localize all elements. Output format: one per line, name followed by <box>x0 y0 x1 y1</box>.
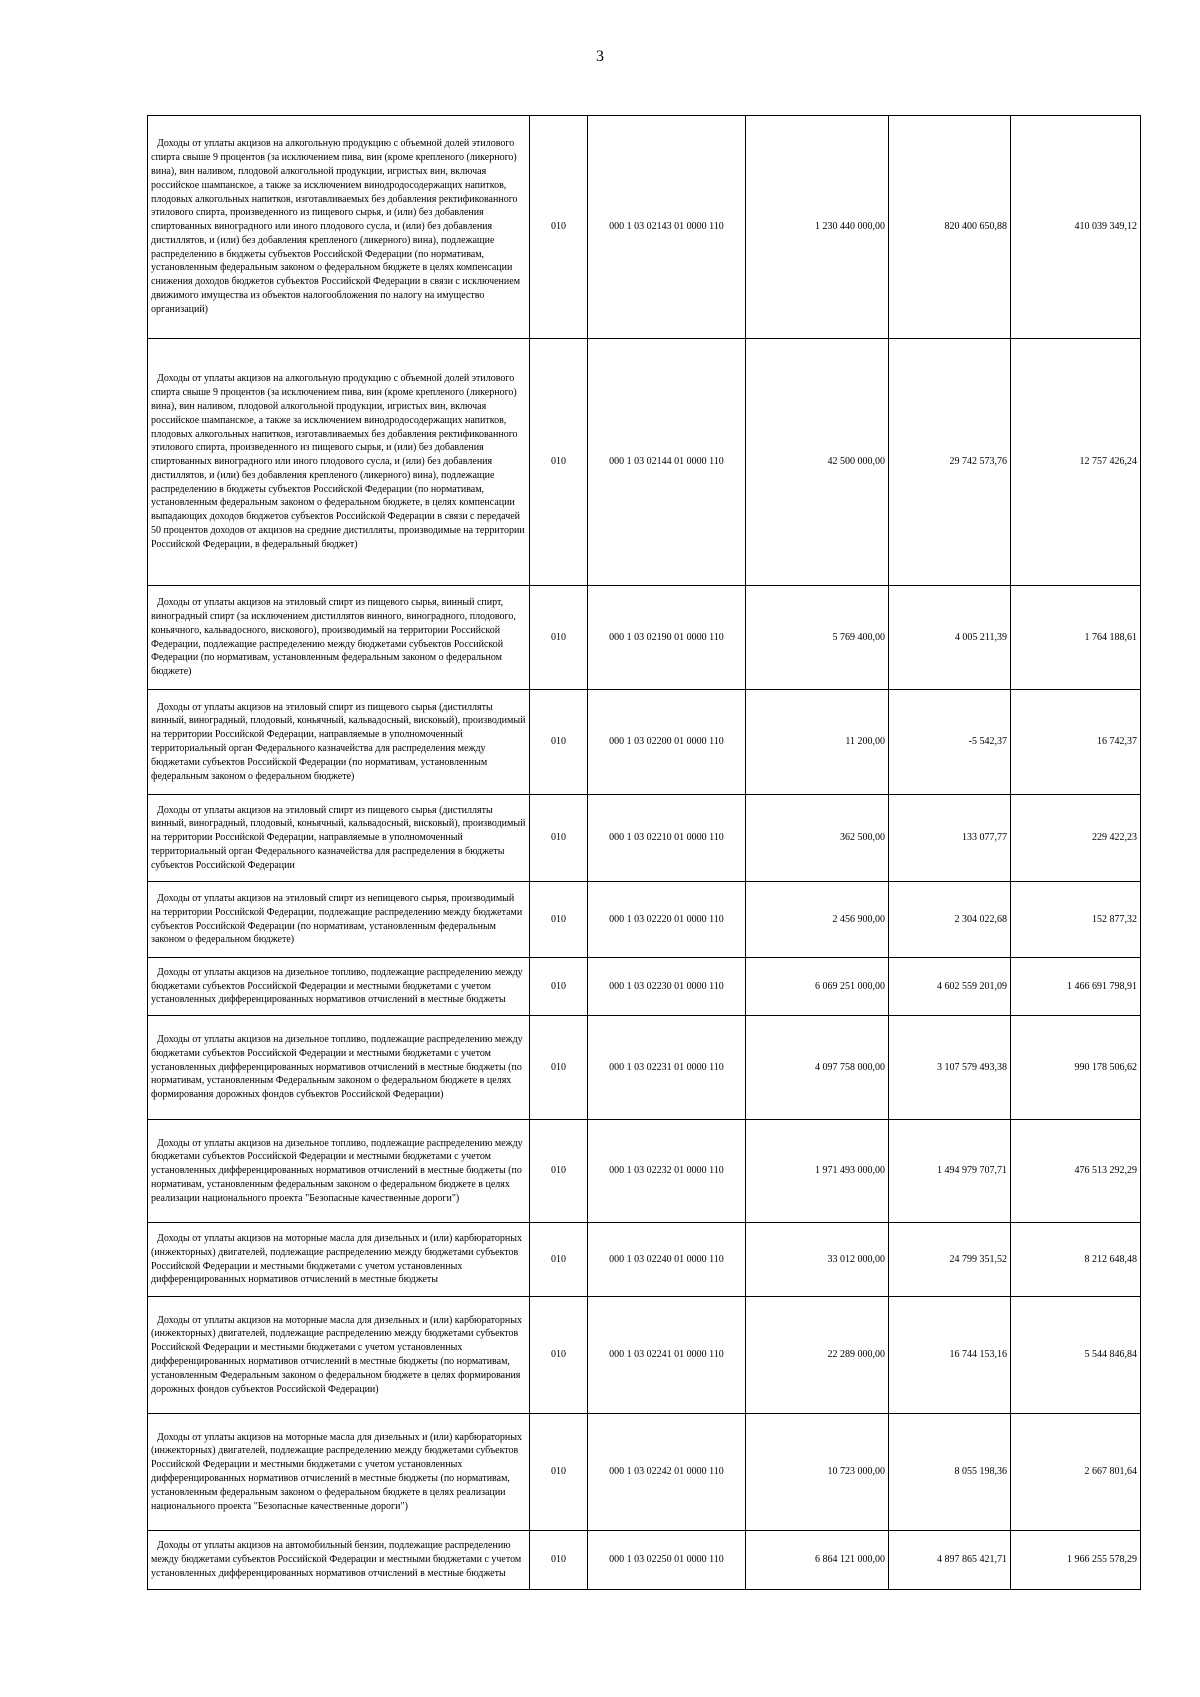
remaining-amount: 476 513 292,29 <box>1011 1120 1141 1223</box>
executed-amount: 4 005 211,39 <box>889 586 1011 690</box>
approved-amount: 1 971 493 000,00 <box>746 1120 889 1223</box>
remaining-amount: 12 757 426,24 <box>1011 339 1141 586</box>
executed-amount: 8 055 198,36 <box>889 1414 1011 1531</box>
revenue-description: Доходы от уплаты акцизов на алкогольную продукцию с объемной долей этилового спирта свыше 9 процентов (за исключением пива, вин (кроме крепленого (ликерного) вина), вин наливом, плодовой алкогольной продукции, игристых вин, включая российское шампанское, а также за исключением винодродосодержащих напитков, плодовых алкогольных напитков, изготавливаемых без добавления ректификованного этилового спирта, произведенного из пищевого сырья, и (или) без добавления спиртованных виноградного или иного плодового сусла, и (или) без добавления дистиллятов, и (или) без добавления крепленого (ликерного) вина), подлежащие распределению в бюджеты субъектов Российской Федерации (по нормативам, установленным федеральным законом о федеральном бюджете в целях компенсации снижения доходов бюджетов субъектов Российской Федерации в связи с исключением движимого имущества из объектов налогообложения по налогу на имущество организаций) <box>148 116 530 339</box>
revenue-table <box>147 115 1141 1590</box>
remaining-amount: 152 877,32 <box>1011 882 1141 958</box>
approved-amount: 22 289 000,00 <box>746 1297 889 1414</box>
budget-classification-code: 000 1 03 02240 01 0000 110 <box>588 1223 746 1297</box>
approved-amount: 362 500,00 <box>746 795 889 882</box>
executed-amount: 4 602 559 201,09 <box>889 958 1011 1016</box>
budget-classification-code: 000 1 03 02242 01 0000 110 <box>588 1414 746 1531</box>
remaining-amount: 1 466 691 798,91 <box>1011 958 1141 1016</box>
budget-classification-code: 000 1 03 02232 01 0000 110 <box>588 1120 746 1223</box>
approved-amount: 33 012 000,00 <box>746 1223 889 1297</box>
approved-amount: 10 723 000,00 <box>746 1414 889 1531</box>
admin-code: 010 <box>530 1531 588 1590</box>
revenue-description: Доходы от уплаты акцизов на дизельное топливо, подлежащие распределению между бюджетами субъектов Российской Федерации и местными бюджетами с учетом установленных дифференцированных нормативов отчислений в местные бюджеты (по нормативам, установленным федеральным законом о федеральном бюджете в целях реализации национального проекта "Безопасные качественные дороги") <box>148 1120 530 1223</box>
executed-amount: 16 744 153,16 <box>889 1297 1011 1414</box>
table-row <box>148 339 1141 586</box>
budget-classification-code: 000 1 03 02231 01 0000 110 <box>588 1016 746 1120</box>
table-row <box>148 882 1141 958</box>
admin-code: 010 <box>530 1297 588 1414</box>
approved-amount: 6 864 121 000,00 <box>746 1531 889 1590</box>
remaining-amount: 2 667 801,64 <box>1011 1414 1141 1531</box>
approved-amount: 42 500 000,00 <box>746 339 889 586</box>
remaining-amount: 1 764 188,61 <box>1011 586 1141 690</box>
executed-amount: 1 494 979 707,71 <box>889 1120 1011 1223</box>
remaining-amount: 8 212 648,48 <box>1011 1223 1141 1297</box>
executed-amount: 2 304 022,68 <box>889 882 1011 958</box>
revenue-description: Доходы от уплаты акцизов на моторные масла для дизельных и (или) карбюраторных (инжекторных) двигателей, подлежащие распределению между бюджетами субъектов Российской Федерации и местными бюджетами с учетом установленных дифференцированных нормативов отчислений в местные бюджеты (по нормативам, установленным Федеральным законом о федеральном бюджете в целях формирования дорожных фондов субъектов Российской Федерации) <box>148 1297 530 1414</box>
admin-code: 010 <box>530 339 588 586</box>
admin-code: 010 <box>530 1223 588 1297</box>
budget-classification-code: 000 1 03 02210 01 0000 110 <box>588 795 746 882</box>
revenue-description: Доходы от уплаты акцизов на моторные масла для дизельных и (или) карбюраторных (инжекторных) двигателей, подлежащие распределению между бюджетами субъектов Российской Федерации и местными бюджетами с учетом установленных дифференцированных нормативов отчислений в местные бюджеты <box>148 1223 530 1297</box>
admin-code: 010 <box>530 795 588 882</box>
revenue-description: Доходы от уплаты акцизов на дизельное топливо, подлежащие распределению между бюджетами субъектов Российской Федерации и местными бюджетами с учетом установленных дифференцированных нормативов отчислений в местные бюджеты <box>148 958 530 1016</box>
budget-classification-code: 000 1 03 02230 01 0000 110 <box>588 958 746 1016</box>
admin-code: 010 <box>530 690 588 795</box>
admin-code: 010 <box>530 958 588 1016</box>
table-row <box>148 1120 1141 1223</box>
table-row <box>148 1223 1141 1297</box>
admin-code: 010 <box>530 1120 588 1223</box>
table-row <box>148 1414 1141 1531</box>
table-row <box>148 116 1141 339</box>
remaining-amount: 5 544 846,84 <box>1011 1297 1141 1414</box>
admin-code: 010 <box>530 116 588 339</box>
remaining-amount: 16 742,37 <box>1011 690 1141 795</box>
page-number: 3 <box>596 48 604 65</box>
admin-code: 010 <box>530 1016 588 1120</box>
budget-classification-code: 000 1 03 02220 01 0000 110 <box>588 882 746 958</box>
approved-amount: 4 097 758 000,00 <box>746 1016 889 1120</box>
revenue-description: Доходы от уплаты акцизов на автомобильный бензин, подлежащие распределению между бюджетами субъектов Российской Федерации и местными бюджетами с учетом установленных дифференцированных нормативов отчислений в местные бюджеты <box>148 1531 530 1590</box>
remaining-amount: 229 422,23 <box>1011 795 1141 882</box>
admin-code: 010 <box>530 586 588 690</box>
budget-classification-code: 000 1 03 02250 01 0000 110 <box>588 1531 746 1590</box>
budget-classification-code: 000 1 03 02144 01 0000 110 <box>588 339 746 586</box>
budget-classification-code: 000 1 03 02143 01 0000 110 <box>588 116 746 339</box>
approved-amount: 6 069 251 000,00 <box>746 958 889 1016</box>
executed-amount: 133 077,77 <box>889 795 1011 882</box>
revenue-description: Доходы от уплаты акцизов на дизельное топливо, подлежащие распределению между бюджетами субъектов Российской Федерации и местными бюджетами с учетом установленных дифференцированных нормативов отчислений в местные бюджеты (по нормативам, установленным Федеральным законом о федеральном бюджете в целях формирования дорожных фондов субъектов Российской Федерации) <box>148 1016 530 1120</box>
revenue-description: Доходы от уплаты акцизов на этиловый спирт из пищевого сырья, винный спирт, виноградный спирт (за исключением дистиллятов винного, виноградного, плодового, коньячного, кальвадосного, вискового), производимый на территории Российской Федерации, подлежащие распределению между бюджетами субъектов Российской Федерации (по нормативам, установленным федеральным законом о федеральном бюджете) <box>148 586 530 690</box>
revenue-description: Доходы от уплаты акцизов на этиловый спирт из непищевого сырья, производимый на территории Российской Федерации, подлежащие распределению между бюджетами субъектов Российской Федерации (по нормативам, установленным федеральным законом о федеральном бюджете) <box>148 882 530 958</box>
admin-code: 010 <box>530 1414 588 1531</box>
table-row <box>148 795 1141 882</box>
executed-amount: 29 742 573,76 <box>889 339 1011 586</box>
table-row <box>148 1016 1141 1120</box>
admin-code: 010 <box>530 882 588 958</box>
approved-amount: 11 200,00 <box>746 690 889 795</box>
table-row <box>148 1297 1141 1414</box>
remaining-amount: 1 966 255 578,29 <box>1011 1531 1141 1590</box>
executed-amount: -5 542,37 <box>889 690 1011 795</box>
remaining-amount: 990 178 506,62 <box>1011 1016 1141 1120</box>
table-row <box>148 690 1141 795</box>
table-row <box>148 958 1141 1016</box>
table-row <box>148 1531 1141 1590</box>
remaining-amount: 410 039 349,12 <box>1011 116 1141 339</box>
budget-classification-code: 000 1 03 02190 01 0000 110 <box>588 586 746 690</box>
executed-amount: 24 799 351,52 <box>889 1223 1011 1297</box>
executed-amount: 3 107 579 493,38 <box>889 1016 1011 1120</box>
revenue-description: Доходы от уплаты акцизов на этиловый спирт из пищевого сырья (дистилляты винный, виноградный, плодовый, коньячный, кальвадосный, висковый), производимый на территории Российской Федерации, направляемые в уполномоченный территориальный орган Федерального казначейства для распределения между бюджетами субъектов Российской Федерации (по нормативам, установленным федеральным законом о федеральном бюджете) <box>148 690 530 795</box>
table-row <box>148 586 1141 690</box>
revenue-description: Доходы от уплаты акцизов на этиловый спирт из пищевого сырья (дистилляты винный, виноградный, плодовый, коньячный, кальвадосный, висковый), производимый на территории Российской Федерации, направляемые в уполномоченный территориальный орган Федерального казначейства для распределения в бюджеты субъектов Российской Федерации <box>148 795 530 882</box>
executed-amount: 4 897 865 421,71 <box>889 1531 1011 1590</box>
revenue-description: Доходы от уплаты акцизов на алкогольную продукцию с объемной долей этилового спирта свыше 9 процентов (за исключением пива, вин (кроме крепленого (ликерного) вина), вин наливом, плодовой алкогольной продукции, игристых вин, включая российское шампанское, а также за исключением винодродосодержащих напитков, плодовых алкогольных напитков, изготавливаемых без добавления ректификованного этилового спирта, произведенного из пищевого сырья, и (или) без добавления спиртованных виноградного или иного плодового сусла, и (или) без добавления дистиллятов, и (или) без добавления крепленого (ликерного) вина), подлежащие распределению в бюджеты субъектов Российской Федерации (по нормативам, установленным федеральным законом о федеральном бюджете, в целях компенсации выпадающих доходов бюджетов субъектов Российской Федерации в связи с передачей 50 процентов доходов от акцизов на средние дистилляты, производимые на территории Российской Федерации, в федеральный бюджет) <box>148 339 530 586</box>
budget-classification-code: 000 1 03 02241 01 0000 110 <box>588 1297 746 1414</box>
revenue-description: Доходы от уплаты акцизов на моторные масла для дизельных и (или) карбюраторных (инжекторных) двигателей, подлежащие распределению между бюджетами субъектов Российской Федерации и местными бюджетами с учетом установленных дифференцированных нормативов отчислений в местные бюджеты (по нормативам, установленным федеральным законом о федеральном бюджете в целях реализации национального проекта "Безопасные качественные дороги") <box>148 1414 530 1531</box>
budget-classification-code: 000 1 03 02200 01 0000 110 <box>588 690 746 795</box>
approved-amount: 5 769 400,00 <box>746 586 889 690</box>
approved-amount: 1 230 440 000,00 <box>746 116 889 339</box>
approved-amount: 2 456 900,00 <box>746 882 889 958</box>
executed-amount: 820 400 650,88 <box>889 116 1011 339</box>
